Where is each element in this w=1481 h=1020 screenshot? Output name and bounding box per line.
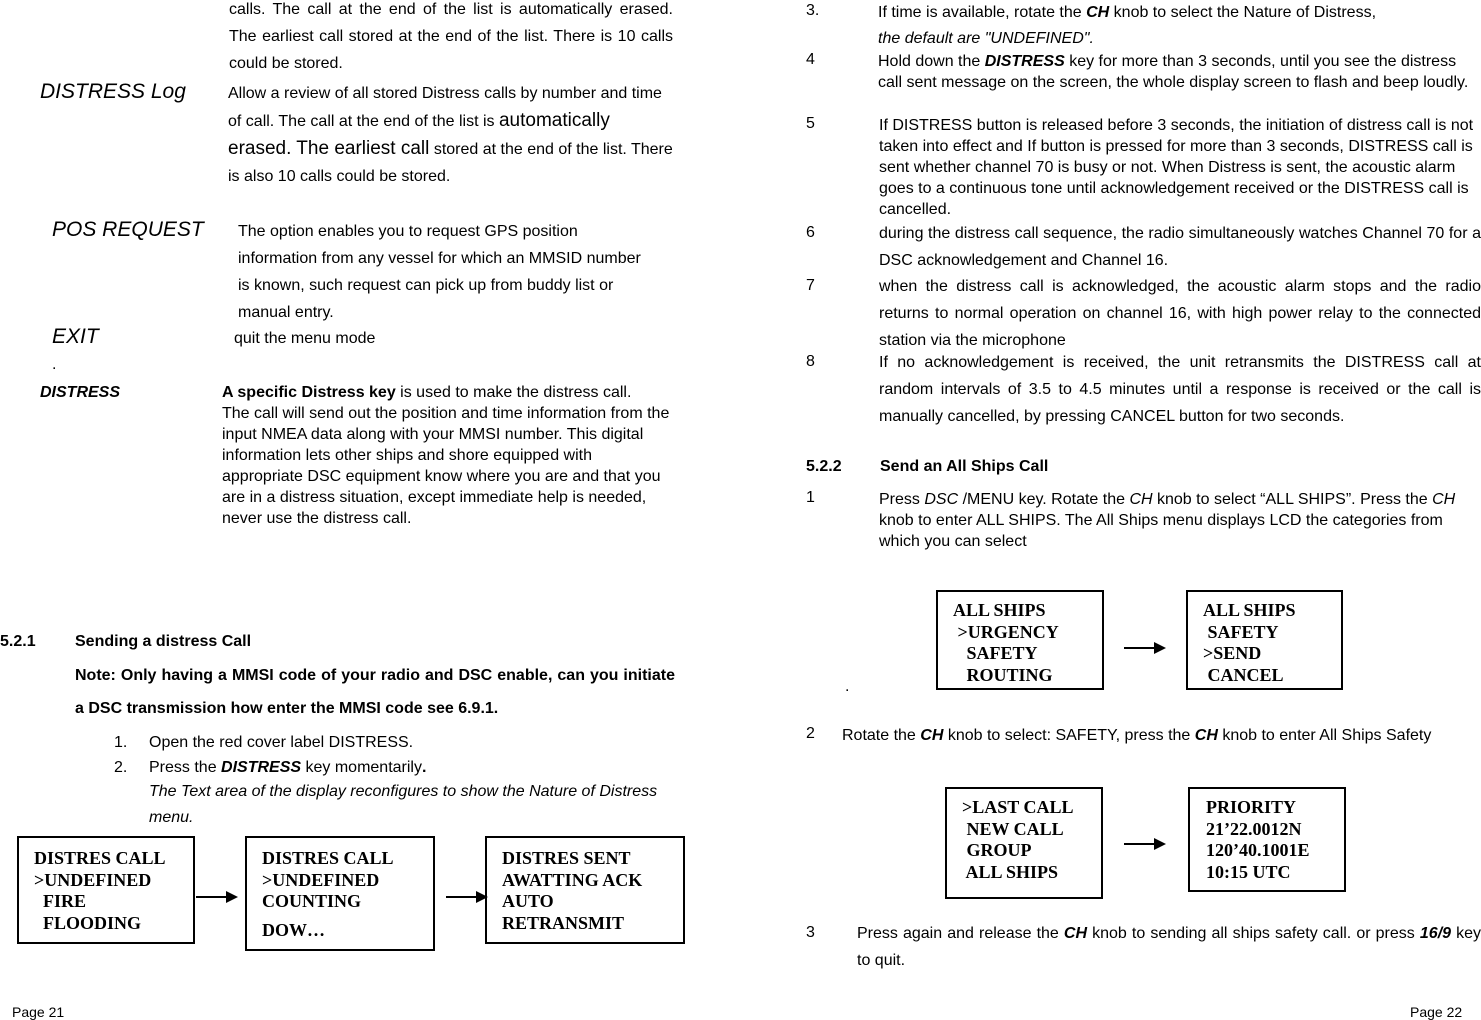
all-ships-step-3-number: 3 <box>806 924 815 941</box>
lcd-last-call-menu <box>945 787 1103 899</box>
lcd-line: NEW CALL <box>962 818 1064 839</box>
lcd-distress-sent <box>485 836 685 944</box>
step-4-number: 4 <box>806 51 815 68</box>
lcd-line: SAFETY <box>1203 621 1279 642</box>
lcd-line: DISTRES SENT <box>502 848 631 868</box>
step-2-post: key momentarily <box>301 759 422 776</box>
pos-request-term: POS REQUEST <box>52 218 204 241</box>
step-6-text: during the distress call sequence, the radio simultaneously watches Channel 70 for a DSC acknowledgement and Channel 16. <box>879 225 1481 269</box>
step-2-italic-note: The Text area of the display reconfigures to show the Nature of Distress menu. <box>149 783 658 826</box>
text-seg: /MENU key. Rotate the <box>958 491 1130 508</box>
distress-key: DISTRESS <box>221 759 302 776</box>
step-4-pre: Hold down the <box>878 53 985 70</box>
step-3-pre: If time is available, rotate the <box>878 4 1087 21</box>
distress-log-description <box>228 80 674 190</box>
all-ships-step-1-text <box>879 489 1459 552</box>
step-1-text: Open the red cover label DISTRESS. <box>149 734 414 751</box>
section-5-2-1-number: 5.2.1 <box>0 633 36 650</box>
text-seg: Press <box>879 491 925 508</box>
ch-key: CH <box>1086 4 1110 21</box>
step-7-number: 7 <box>806 277 815 294</box>
lcd-distress-counting <box>245 836 435 951</box>
step-8-number: 8 <box>806 353 815 370</box>
exit-term: EXIT <box>52 325 99 348</box>
arrow-right-icon <box>1124 647 1164 649</box>
distress-term: DISTRESS <box>40 384 121 401</box>
ch-key: CH <box>920 727 944 744</box>
exit-description: quit the menu mode <box>234 330 376 347</box>
text-seg: key to quit. <box>857 925 1481 969</box>
page-number-left: Page 21 <box>12 1004 65 1020</box>
lcd-line: COUNTING <box>262 891 362 911</box>
text-seg: knob to sending all ships safety call. or press <box>1087 925 1420 942</box>
distress-desc-bold: A specific Distress key <box>222 384 396 401</box>
dsc-key: DSC <box>924 491 959 508</box>
distress-desc-rest: is used to make the distress call. <box>395 384 632 401</box>
step-3-text <box>878 2 1481 49</box>
separator-dot: . <box>845 678 850 695</box>
lcd-line: >UNDEFINED <box>34 869 152 890</box>
ch-key: CH <box>1063 925 1088 942</box>
lcd-line: CANCEL <box>1203 664 1284 685</box>
distress-description <box>222 382 677 529</box>
section-5-2-1-title: Sending a distress Call <box>75 633 252 650</box>
distress-key: DISTRESS <box>984 53 1065 70</box>
all-ships-step-2-text <box>842 725 1481 746</box>
lcd-line: >LAST CALL <box>962 797 1074 817</box>
lcd-line: >SEND <box>1203 643 1262 663</box>
section-5-2-2-title: Send an All Ships Call <box>880 458 1049 475</box>
ch-key: CH <box>1432 491 1456 508</box>
distress-log-desc-part3: stored at the end of the list. There is also 10 calls could be stored. <box>228 141 673 185</box>
step-2-number: 2. <box>114 759 128 776</box>
step-8-text: If no acknowledgement is received, the unit retransmits the DISTRESS call at random intervals of 3.5 to 4.5 minutes until a response is received or the call is manually cancelled, by pressing CANCEL button for two seconds. <box>879 354 1481 425</box>
lcd-line: >URGENCY <box>953 621 1059 642</box>
step-2-pre: Press the <box>149 759 222 776</box>
page-number-right: Page 22 <box>1410 1004 1463 1020</box>
lcd-line: 21’22.0012N <box>1206 818 1302 839</box>
lcd-line: ALL SHIPS <box>962 861 1059 882</box>
lcd-line: ALL SHIPS <box>1203 600 1296 620</box>
lcd-all-ships-send <box>1186 590 1343 690</box>
lcd-line: 10:15 UTC <box>1206 861 1291 882</box>
all-ships-step-1-number: 1 <box>806 489 815 506</box>
lcd-line: RETRANSMIT <box>502 912 625 933</box>
lcd-line: FIRE <box>34 891 87 911</box>
step-2-dot: . <box>421 759 427 776</box>
lcd-line: 120’40.1001E <box>1206 840 1310 860</box>
text-seg: knob to enter ALL SHIPS. The All Ships menu displays LCD the categories from which you can select <box>879 512 1443 550</box>
arrow-right-icon <box>446 896 486 898</box>
lcd-line: AUTO <box>502 891 554 911</box>
distress-log-desc-emphasis: automatically erased. The earliest call <box>228 110 610 159</box>
pos-request-description: The option enables you to request GPS position information from any vessel for which an MMSID number is known, such request can pick up from buddy list or manual entry. <box>238 223 641 321</box>
step-2-text <box>149 757 426 778</box>
lcd-line: DISTRES CALL <box>262 848 394 868</box>
arrow-right-icon <box>1124 843 1164 845</box>
distress-log-term: DISTRESS Log <box>40 80 186 103</box>
lcd-line: ROUTING <box>953 664 1053 685</box>
ch-key: CH <box>1129 491 1153 508</box>
step-6-number: 6 <box>806 224 815 241</box>
step-4-post: key for more than 3 seconds, until you see the distress call sent message on the screen, the whole display screen to flash and beep loudly. <box>878 53 1469 91</box>
text-seg: Press again and release the <box>857 925 1064 942</box>
lcd-line: FLOODING <box>34 912 142 933</box>
distress-log-desc-part1: Allow a review of all stored Distress calls by number and time of call. The call at the end of the list is <box>228 85 662 130</box>
lcd-all-ships-urgency <box>936 590 1104 690</box>
lcd-priority-position <box>1188 787 1346 892</box>
lcd-line: DOW… <box>262 919 325 940</box>
step-3-post: knob to select the Nature of Distress, <box>1109 4 1377 21</box>
key-16-9: 16/9 <box>1419 925 1452 942</box>
lcd-line: SAFETY <box>953 643 1038 663</box>
lcd-line: >UNDEFINED <box>262 869 380 890</box>
lcd-distress-undefined <box>17 836 195 944</box>
intro-paragraph: calls. The call at the end of the list is automatically erased. The earliest call stored at the end of the list. There is 10 calls could be stored. <box>229 1 673 72</box>
lcd-line: GROUP <box>962 840 1032 860</box>
lcd-line: DISTRES CALL <box>34 848 166 868</box>
all-ships-step-3-text <box>857 920 1481 974</box>
lcd-line: AWATTING ACK <box>502 869 643 890</box>
section-5-2-2-number: 5.2.2 <box>806 458 842 475</box>
lcd-line: PRIORITY <box>1206 797 1297 817</box>
ch-key: CH <box>1194 727 1218 744</box>
text-seg: Rotate the <box>842 727 921 744</box>
step-5-number: 5 <box>806 115 815 132</box>
step-1-number: 1. <box>114 734 128 751</box>
step-4-text <box>878 51 1472 93</box>
step-3-number: 3. <box>806 2 820 19</box>
separator-dot: . <box>52 356 57 373</box>
text-seg: knob to select “ALL SHIPS”. Press the <box>1152 491 1433 508</box>
step-3-italic: the default are "UNDEFINED". <box>878 30 1094 47</box>
section-5-2-1-note: Note: Only having a MMSI code of your radio and DSC enable, can you initiate a DSC transmission how enter the MMSI code see 6.9.1. <box>75 667 675 717</box>
arrow-right-icon <box>196 896 236 898</box>
text-seg: knob to select: SAFETY, press the <box>943 727 1195 744</box>
step-5-text: If DISTRESS button is released before 3 seconds, the initiation of distress call is not taken into effect and If button is pressed for more than 3 seconds, DISTRESS call is sent whether channel 70 is busy or not. When Distress is sent, the acoustic alarm goes to a continuous tone until acknowledgement received or the DISTRESS call is cancelled. <box>879 117 1474 218</box>
lcd-line: ALL SHIPS <box>953 600 1046 620</box>
text-seg: knob to enter All Ships Safety <box>1217 727 1432 744</box>
distress-desc-paragraph2: The call will send out the position and time information from the input NMEA data along with your MMSI number. This digital information lets other ships and shore equipped with appropriate DSC equipment know where you are and that you are in a distress situation, except immediate help is needed, never use the distress call. <box>222 405 670 527</box>
step-7-text: when the distress call is acknowledged, the acoustic alarm stops and the radio returns to normal operation on channel 16, with high power relay to the connected station via the microphone <box>879 278 1481 349</box>
all-ships-step-2-number: 2 <box>806 725 815 742</box>
